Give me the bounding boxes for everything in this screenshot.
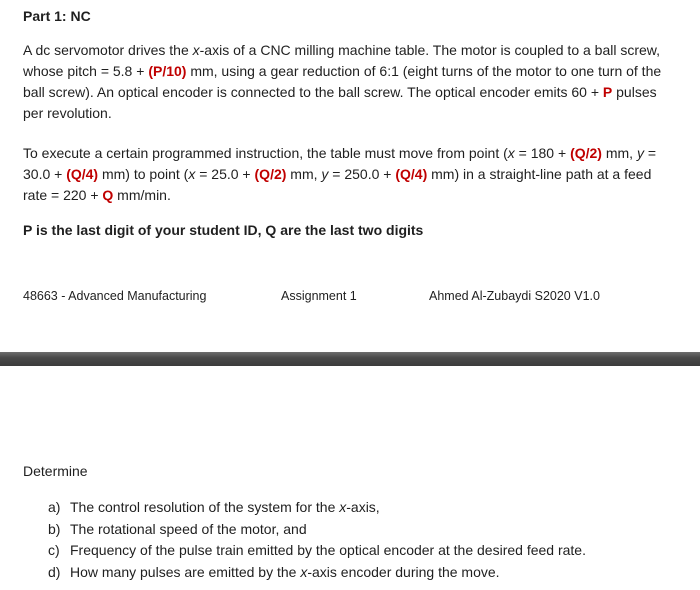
italic-variable: y bbox=[636, 145, 644, 161]
question-label: c) bbox=[48, 542, 60, 558]
question-item bbox=[0, 564, 586, 586]
page-separator bbox=[0, 352, 700, 366]
question-item bbox=[0, 499, 586, 521]
italic-variable: x bbox=[300, 563, 308, 580]
variable-term: (Q/2) bbox=[570, 145, 602, 161]
question-text: The rotational speed of the motor, and bbox=[70, 520, 307, 537]
variable-term: Q bbox=[102, 187, 114, 203]
question-item bbox=[0, 542, 586, 564]
question-list bbox=[0, 499, 586, 585]
question-label: a) bbox=[48, 499, 61, 515]
question-text: How many pulses are emitted by the x-axis encoder during the move. bbox=[70, 563, 500, 580]
problem-paragraph-2: To execute a certain programmed instruction, the table must move from point (x = 180 + (Q/2) mm, y = 30.0 + (Q/4) mm) to point (x = 25.0 + (Q/2) mm, y = 250.0 + (Q/4) mm) in a straight-line path at a feed rate = 220 + Q mm/min. bbox=[23, 145, 657, 203]
footer-author: Ahmed Al-Zubaydi S2020 V1.0 bbox=[429, 289, 600, 303]
problem-paragraph-1: A dc servomotor drives the x-axis of a CNC milling machine table. The motor is coupled to a ball screw, whose pitch = 5.8 + (P/10) mm, using a gear reduction of 6:1 (eight turns of the motor to one turn of the ball screw). An optical encoder is connected to the ball screw. The optical encoder emits 60 + P pulses per revolution. bbox=[23, 42, 662, 121]
student-id-note: P is the last digit of your student ID, Q are the last two digits bbox=[23, 222, 424, 238]
footer-course: 48663 - Advanced Manufacturing bbox=[23, 289, 207, 303]
page-title: Part 1: NC bbox=[23, 8, 91, 24]
italic-variable: x bbox=[507, 145, 515, 161]
determine-heading: Determine bbox=[23, 463, 88, 479]
footer-assignment: Assignment 1 bbox=[281, 289, 357, 303]
variable-term: (P/10) bbox=[148, 63, 187, 79]
italic-variable: x bbox=[188, 166, 196, 182]
question-label: d) bbox=[48, 563, 61, 580]
variable-term: (Q/4) bbox=[66, 166, 99, 182]
italic-variable: x bbox=[192, 42, 200, 58]
question-text: The control resolution of the system for the x-axis, bbox=[70, 499, 380, 515]
question-text: Frequency of the pulse train emitted by the optical encoder at the desired feed rate. bbox=[70, 542, 586, 558]
question-label: b) bbox=[48, 520, 61, 537]
variable-term: (Q/4) bbox=[395, 166, 428, 182]
italic-variable: y bbox=[321, 166, 329, 182]
question-item bbox=[0, 521, 586, 543]
italic-variable: x bbox=[339, 499, 347, 515]
variable-term: P bbox=[602, 84, 613, 100]
variable-term: (Q/2) bbox=[254, 166, 287, 182]
